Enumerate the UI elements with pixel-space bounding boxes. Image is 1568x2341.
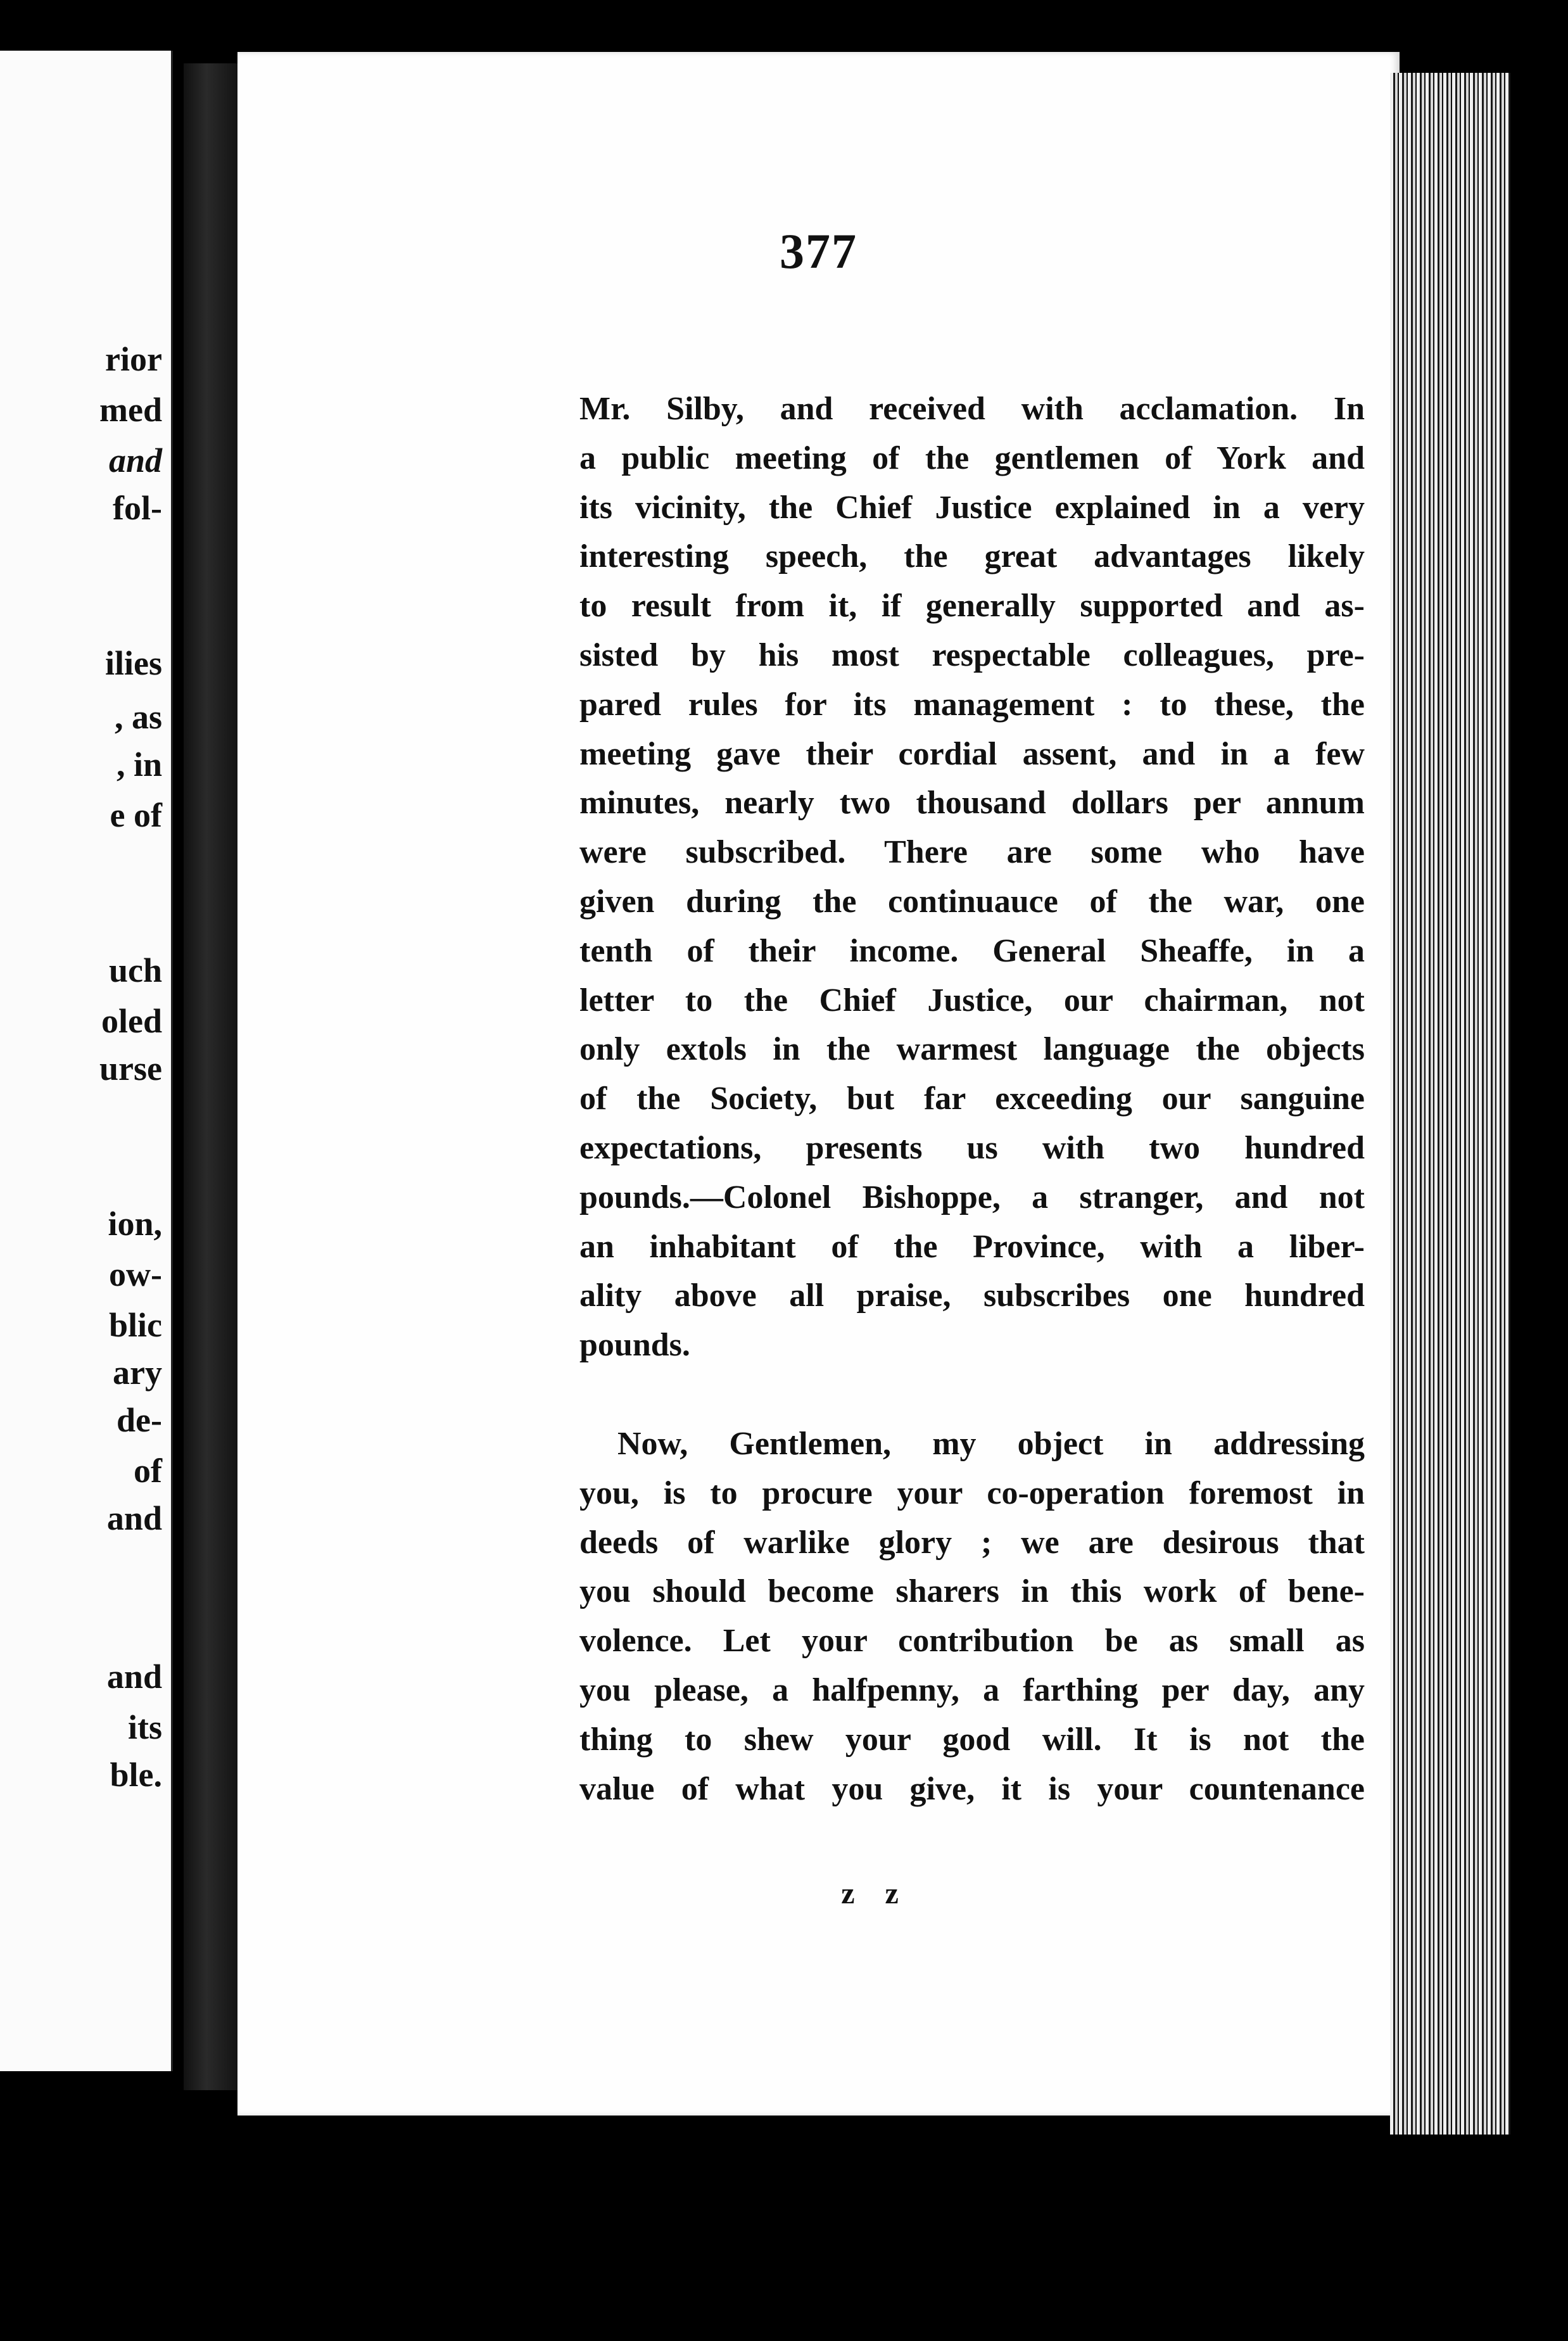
text-line: Now, Gentlemen, my object in addressing bbox=[617, 1425, 1365, 1462]
facing-page-fragment: ilies bbox=[105, 644, 162, 682]
body-text bbox=[579, 384, 1365, 1813]
text-line: only extols in the warmest language the objects bbox=[579, 1031, 1365, 1068]
text-line: you please, a halfpenny, a farthing per day, any bbox=[579, 1672, 1365, 1708]
text-line: to result from it, if generally supported and as- bbox=[579, 588, 1365, 625]
facing-page-fragment: of bbox=[134, 1452, 162, 1490]
facing-page-text-fragments bbox=[0, 51, 171, 2071]
text-line: tenth of their income. General Sheaffe, in a bbox=[579, 932, 1365, 969]
facing-page-fragment: uch bbox=[108, 951, 162, 989]
text-line: interesting speech, the great advantages likely bbox=[579, 538, 1365, 575]
book-gutter bbox=[184, 63, 241, 2090]
facing-page-fragment: ary bbox=[113, 1354, 162, 1392]
facing-page-fragment: and bbox=[106, 1499, 162, 1537]
facing-page-fragment: rior bbox=[105, 340, 162, 378]
text-line: pounds. bbox=[579, 1327, 690, 1364]
text-line: its vicinity, the Chief Justice explained in a very bbox=[579, 489, 1365, 526]
text-line: Mr. Silby, and received with acclamation. In bbox=[579, 391, 1365, 427]
text-line: you should become sharers in this work of bene- bbox=[579, 1573, 1365, 1610]
page-number: 377 bbox=[780, 224, 857, 279]
facing-page-fragment: med bbox=[99, 391, 162, 429]
text-line: of the Society, but far exceeding our sanguine bbox=[579, 1081, 1365, 1117]
book-page bbox=[237, 52, 1400, 2116]
facing-page-fragment: urse bbox=[99, 1050, 162, 1088]
text-line: sisted by his most respectable colleagues, pre- bbox=[579, 637, 1365, 673]
text-line: an inhabitant of the Province, with a liber- bbox=[579, 1228, 1365, 1265]
paragraph-gap bbox=[579, 1370, 1365, 1419]
text-line: you, is to procure your co-operation foremost in bbox=[579, 1475, 1365, 1511]
facing-page-fragment: ion, bbox=[108, 1205, 162, 1243]
facing-page-fragment: its bbox=[128, 1708, 162, 1746]
page-edges bbox=[1390, 73, 1510, 2135]
facing-page-fragment: de- bbox=[117, 1401, 162, 1439]
text-line: meeting gave their cordial assent, and in a few bbox=[579, 735, 1365, 772]
paragraph bbox=[579, 384, 1365, 1370]
text-line: minutes, nearly two thousand dollars per annum bbox=[579, 785, 1365, 822]
facing-page-fragment: blic bbox=[108, 1306, 162, 1344]
facing-page-fragment: and bbox=[106, 1658, 162, 1696]
facing-page-fragment: oled bbox=[101, 1002, 162, 1040]
paragraph bbox=[579, 1419, 1365, 1813]
text-line: expectations, presents us with two hundred bbox=[579, 1129, 1365, 1166]
signature-mark: z z bbox=[841, 1877, 910, 1910]
facing-page-fragment: , as bbox=[114, 698, 162, 736]
facing-page-fragment: , in bbox=[116, 745, 162, 784]
text-line: value of what you give, it is your countenance bbox=[579, 1770, 1365, 1807]
text-line: pared rules for its management : to these, the bbox=[579, 686, 1365, 723]
text-line: a public meeting of the gentlemen of York and bbox=[579, 440, 1365, 476]
facing-page-fragment: ow- bbox=[109, 1255, 162, 1293]
text-line: were subscribed. There are some who have bbox=[579, 834, 1365, 871]
text-line: ality above all praise, subscribes one hundred bbox=[579, 1278, 1365, 1314]
facing-page-fragment: e of bbox=[110, 796, 162, 834]
facing-page-left bbox=[0, 51, 173, 2071]
facing-page-fragment: ble. bbox=[110, 1756, 162, 1794]
text-line: given during the continuauce of the war, one bbox=[579, 883, 1365, 920]
facing-page-fragment: fol- bbox=[113, 489, 162, 527]
facing-page-fragment: and bbox=[108, 441, 162, 479]
text-line: deeds of warlike glory ; we are desirous that bbox=[579, 1524, 1365, 1561]
text-line: letter to the Chief Justice, our chairman, not bbox=[579, 982, 1365, 1018]
text-line: volence. Let your contribution be as small as bbox=[579, 1623, 1365, 1659]
text-line: thing to shew your good will. It is not the bbox=[579, 1721, 1365, 1758]
text-line: pounds.—Colonel Bishoppe, a stranger, and not bbox=[579, 1179, 1365, 1215]
